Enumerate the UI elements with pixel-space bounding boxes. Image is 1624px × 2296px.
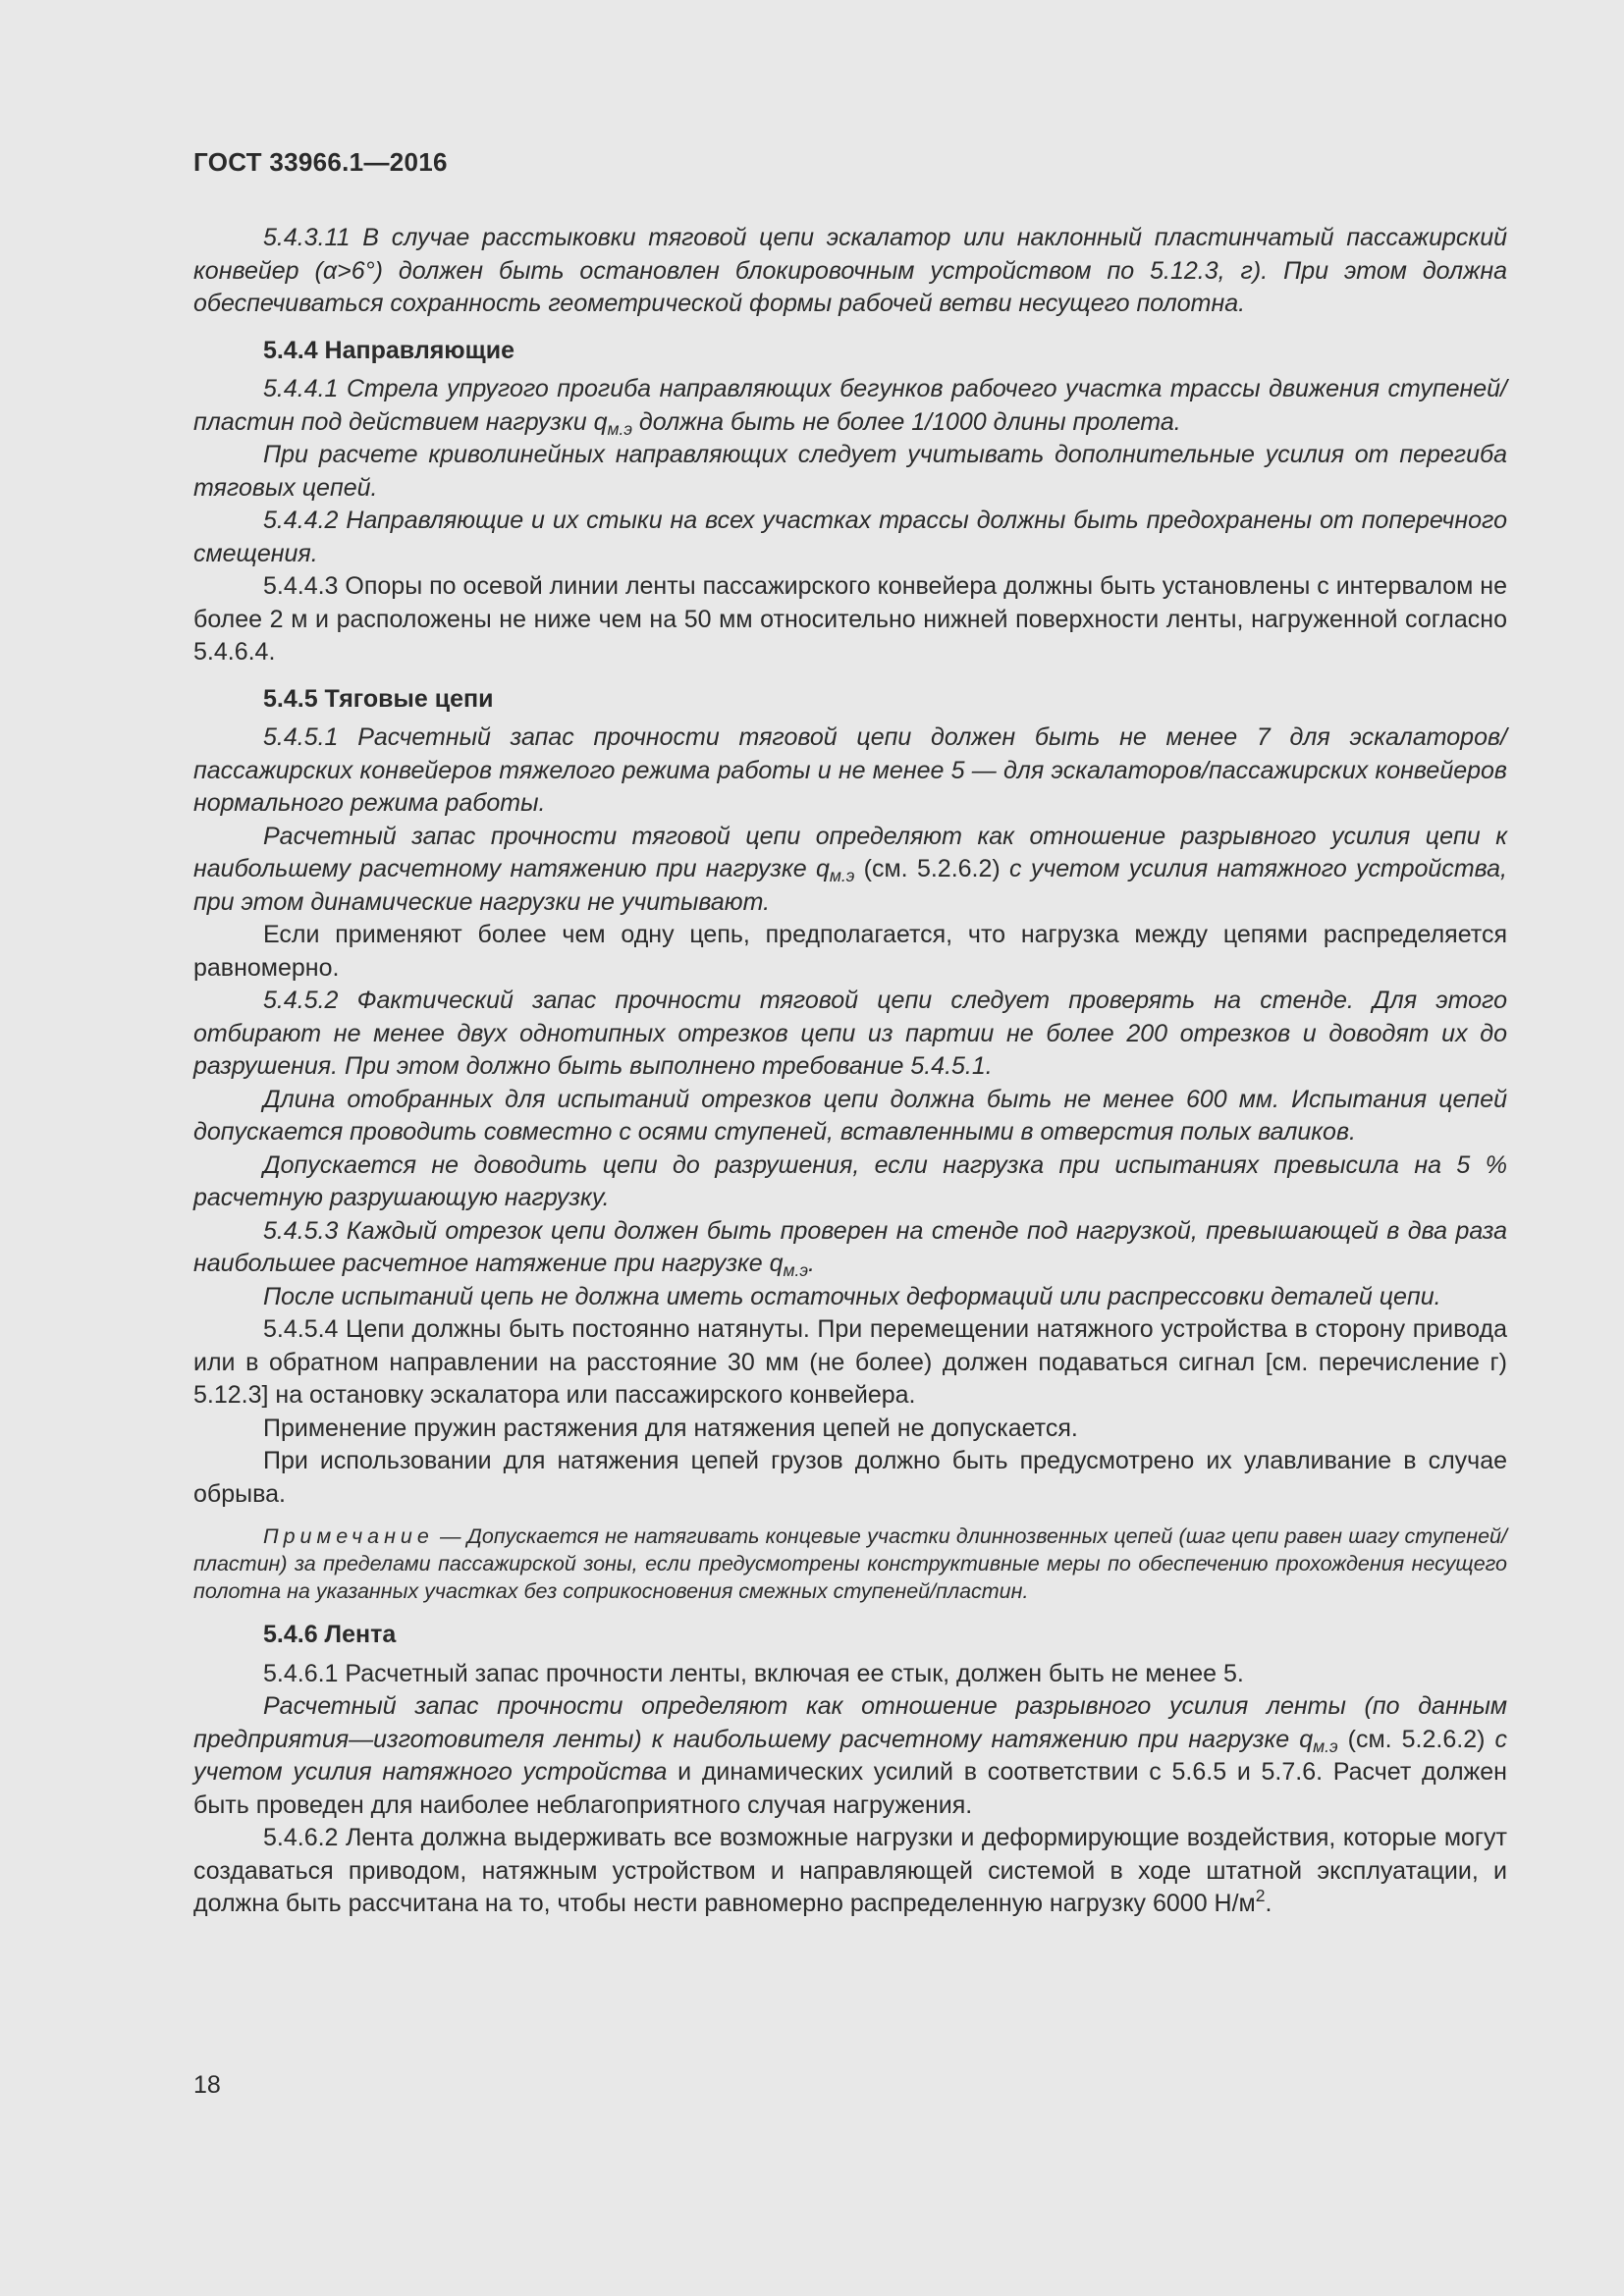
text: с учетом усилия натяжного устройства	[193, 1725, 1507, 1786]
text: с учетом усилия натяжного устройства, при этом динамические нагрузки не учитывают.	[193, 855, 1507, 916]
subscript: м.э	[829, 866, 855, 885]
paragraph-5-4-6-2	[193, 1822, 1507, 1921]
paragraph-5-4-5-3	[193, 1215, 1507, 1281]
paragraph-5-4-6-1: 5.4.6.1 Расчетный запас прочности ленты, включая ее стык, должен быть не менее 5.	[263, 1659, 1244, 1687]
text: Расчетный запас прочности определяют как отношение разрывного усилия ленты (по данным предприятия—изготовителя ленты) к наибольшему расчетному натяжению при нагрузке q	[193, 1692, 1507, 1753]
text: Расчетный запас прочности тяговой цепи определяют как отношение разрывного усилия цепи к наибольшему расчетному натяжению при нагрузке q	[193, 822, 1507, 882]
paragraph-5-4-5-2: 5.4.5.2 Фактический запас прочности тяговой цепи следует проверять на стенде. Для этого отбирают не менее двух однотипных отрезков цепи из партии не более 200 отрезков и доводят их до разрушения. При этом должно быть выполнено требование 5.4.5.1.	[193, 987, 1507, 1080]
subscript: м.э	[783, 1260, 809, 1280]
section-heading-5-4-6: 5.4.6 Лента	[263, 1621, 397, 1648]
document-body	[193, 222, 1507, 1921]
text: (см. 5.2.6.2)	[1347, 1725, 1495, 1753]
text: 5.4.4.1 Стрела упругого прогиба направляющих бегунков рабочего участка трассы движения ступеней/пластин под действием нагрузки q	[193, 375, 1507, 436]
paragraph: При использовании для натяжения цепей грузов должно быть предусмотрено их улавливание в случае обрыва.	[193, 1447, 1507, 1508]
text: (см. 5.2.6.2)	[854, 855, 1010, 882]
superscript: 2	[1255, 1886, 1266, 1905]
subscript: м.э	[1313, 1735, 1338, 1756]
paragraph-5-4-4-1	[193, 373, 1507, 439]
paragraph	[193, 1690, 1507, 1822]
paragraph-5-4-5-4: 5.4.5.4 Цепи должны быть постоянно натянуты. При перемещении натяжного устройства в сторону привода или в обратном направлении на расстояние 30 мм (не более) должен подаваться сигнал [см. перечисление г) 5.12.3] на остановку эскалатора или пассажирского конвейера.	[193, 1315, 1507, 1409]
section-heading-5-4-4: 5.4.4 Направляющие	[263, 336, 515, 364]
text: должна быть не более 1/1000 длины пролета.	[631, 407, 1181, 436]
paragraph: Если применяют более чем одну цепь, предполагается, что нагрузка между цепями распределяется равномерно.	[193, 921, 1507, 982]
note	[193, 1522, 1507, 1605]
paragraph-5-4-3-11: 5.4.3.11 В случае расстыковки тяговой цепи эскалатор или наклонный пластинчатый пассажирский конвейер (α>6°) должен быть остановлен блокировочным устройством по 5.12.3, г). При этом должна обеспечиваться сохранность геометрической формы рабочей ветви несущего полотна.	[193, 224, 1507, 317]
text: .	[808, 1250, 815, 1277]
note-text: — Допускается не натягивать концевые участки длиннозвенных цепей (шаг цепи равен шагу ступеней/пластин) за пределами пассажирской зоны, если предусмотрены конструктивные меры по обеспечению прохождения несущего полотна на указанных участках без соприкосновения смежных ступеней/пластин.	[193, 1524, 1507, 1603]
paragraph: Применение пружин растяжения для натяжения цепей не допускается.	[263, 1414, 1078, 1442]
paragraph: Длина отобранных для испытаний отрезков цепи должна быть не менее 600 мм. Испытания цепей допускается проводить совместно с осями ступеней, вставленными в отверстия полых валиков.	[193, 1085, 1507, 1146]
document-header: ГОСТ 33966.1—2016	[193, 147, 448, 177]
text: 5.4.5.3 Каждый отрезок цепи должен быть проверен на стенде под нагрузкой, превышающей в два раза наибольшее расчетное натяжение при нагрузке q	[193, 1216, 1507, 1277]
text: и динамических усилий в соответствии с 5.6.5 и 5.7.6. Расчет должен быть проведен для наиболее неблагоприятного случая нагружения.	[193, 1758, 1507, 1819]
paragraph	[193, 821, 1507, 920]
text: 5.4.6.2 Лента должна выдерживать все возможные нагрузки и деформирующие воздействия, которые могут создаваться приводом, натяжным устройством и направляющей системой в ходе штатной эксплуатации, и должна быть рассчитана на то, чтобы нести равномерно распределенную нагрузку 6000 Н/м	[193, 1824, 1507, 1917]
paragraph: Допускается не доводить цепи до разрушения, если нагрузка при испытаниях превысила на 5 % расчетную разрушающую нагрузку.	[193, 1150, 1507, 1211]
text: .	[1265, 1890, 1272, 1917]
subscript: м.э	[607, 418, 632, 439]
section-heading-5-4-5: 5.4.5 Тяговые цепи	[263, 684, 494, 713]
note-label: Примечание	[263, 1524, 434, 1548]
paragraph-5-4-4-2: 5.4.4.2 Направляющие и их стыки на всех участках трассы должны быть предохранены от поперечного смещения.	[193, 507, 1507, 567]
paragraph-5-4-5-1: 5.4.5.1 Расчетный запас прочности тяговой цепи должен быть не менее 7 для эскалаторов/пассажирских конвейеров тяжелого режима работы и не менее 5 — для эскалаторов/пассажирских конвейеров нормального режима работы.	[193, 723, 1507, 817]
page-number: 18	[193, 2071, 221, 2099]
paragraph-5-4-4-3: 5.4.4.3 Опоры по осевой линии ленты пассажирского конвейера должны быть установлены с интервалом не более 2 м и расположены не ниже чем на 50 мм относительно нижней поверхности ленты, нагруженной согласно 5.4.6.4.	[193, 572, 1507, 666]
paragraph: При расчете криволинейных направляющих следует учитывать дополнительные усилия от перегиба тяговых цепей.	[193, 441, 1507, 502]
paragraph: После испытаний цепь не должна иметь остаточных деформаций или распрессовки деталей цепи.	[263, 1282, 1441, 1310]
